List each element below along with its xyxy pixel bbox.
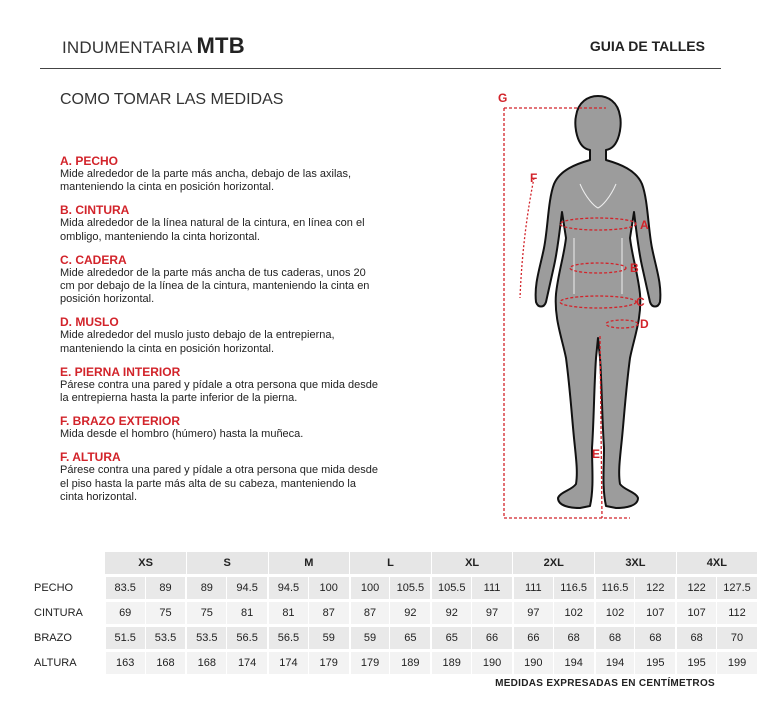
table-cell: 199 (717, 652, 757, 674)
table-cell: 122 (676, 577, 716, 599)
table-row (26, 602, 757, 624)
measure-desc: Mida desde el hombro (húmero) hasta la muñeca. (60, 428, 304, 441)
table-cell: 56.5 (227, 627, 268, 649)
marker-d: D (640, 317, 649, 331)
table-cell: 100 (308, 577, 349, 599)
table-cell: 66 (513, 627, 553, 649)
page-header (40, 0, 721, 69)
guide-title: GUIA DE TALLES (589, 38, 705, 54)
size-header: S (186, 552, 268, 574)
row-label: BRAZO (34, 632, 72, 644)
section-title: COMO TOMAR LAS MEDIDAS (60, 91, 284, 108)
table-cell: 53.5 (145, 627, 186, 649)
table-cell: 68 (553, 627, 594, 649)
brand-bold: MTB (196, 33, 245, 58)
table-cell: 81 (227, 602, 268, 624)
table-cell: 89 (145, 577, 186, 599)
table-cell: 83.5 (105, 577, 145, 599)
table-cell: 107 (635, 602, 676, 624)
table-cell: 112 (717, 602, 757, 624)
size-table (26, 552, 757, 674)
table-cell: 89 (186, 577, 226, 599)
size-header: M (268, 552, 350, 574)
table-cell: 179 (350, 652, 390, 674)
table-cell: 92 (431, 602, 471, 624)
table-cell: 174 (268, 652, 308, 674)
size-header: 3XL (595, 552, 677, 574)
brand-title (62, 33, 245, 59)
table-cell: 70 (717, 627, 757, 649)
table-row (26, 577, 757, 599)
table-cell: 122 (635, 577, 676, 599)
footer-note: MEDIDAS EXPRESADAS EN CENTÍMETROS (495, 678, 715, 689)
measure-item (60, 365, 380, 405)
table-cell: 94.5 (227, 577, 268, 599)
measures-list (60, 154, 380, 513)
table-cell: 194 (595, 652, 635, 674)
marker-b: B (630, 261, 639, 275)
measure-label: F. BRAZO EXTERIOR (60, 414, 181, 429)
table-cell: 56.5 (268, 627, 308, 649)
table-cell: 75 (145, 602, 186, 624)
size-header: XS (105, 552, 187, 574)
marker-f: F (530, 171, 538, 185)
measure-desc: Mide alrededor de la parte más ancha de tus caderas, unos 20 cm por debajo de la línea de la cintura, manteniendo la cinta en posición horizontal. (60, 266, 370, 306)
table-cell: 87 (308, 602, 349, 624)
measure-item (60, 315, 380, 355)
table-cell: 59 (350, 627, 390, 649)
measure-desc: Mida alrededor de la línea natural de la cintura, en línea con el ombligo, manteniendo la cinta horizontal. (60, 217, 365, 243)
table-cell: 168 (186, 652, 226, 674)
table-cell: 65 (390, 627, 431, 649)
table-cell: 168 (145, 652, 186, 674)
measure-desc: Párese contra una pared y pídale a otra persona que mida desde el piso hasta la parte más alta de su cabeza, manteniendo la cinta horizontal. (60, 464, 378, 503)
table-cell: 92 (390, 602, 431, 624)
table-cell: 65 (431, 627, 471, 649)
table-cell: 51.5 (105, 627, 145, 649)
brand-light: INDUMENTARIA (62, 38, 192, 57)
marker-a: A (640, 218, 649, 232)
measure-desc: Mide alrededor del muslo justo debajo de la entrepierna, manteniendo la cinta en posición horizontal. (60, 329, 335, 355)
table-cell: 190 (513, 652, 553, 674)
table-cell: 189 (431, 652, 471, 674)
table-cell: 87 (350, 602, 390, 624)
row-label: ALTURA (34, 657, 77, 669)
table-cell: 102 (553, 602, 594, 624)
size-header: XL (431, 552, 513, 574)
size-header: 2XL (513, 552, 595, 574)
measure-desc: Párese contra una pared y pídale a otra persona que mida desde la entrepierna hasta la parte inferior de la pierna. (60, 378, 378, 405)
table-cell: 66 (472, 627, 513, 649)
table-cell: 195 (676, 652, 716, 674)
table-cell: 68 (635, 627, 676, 649)
table-cell: 53.5 (186, 627, 226, 649)
measure-label: D. MUSLO (60, 315, 119, 330)
table-row (26, 627, 757, 649)
marker-c: C (636, 295, 645, 309)
table-cell: 59 (308, 627, 349, 649)
row-label: CINTURA (34, 607, 83, 619)
measure-label: B. CINTURA (60, 203, 130, 218)
table-cell: 105.5 (390, 577, 431, 599)
table-cell: 102 (595, 602, 635, 624)
table-cell: 100 (350, 577, 390, 599)
marker-e: E (592, 447, 601, 461)
size-header-row (26, 552, 757, 574)
row-label: PECHO (34, 582, 74, 594)
table-cell: 111 (513, 577, 553, 599)
table-cell: 69 (105, 602, 145, 624)
table-cell: 189 (390, 652, 431, 674)
table-cell: 179 (308, 652, 349, 674)
table-cell: 116.5 (595, 577, 635, 599)
size-header: L (350, 552, 432, 574)
measure-item (60, 154, 380, 194)
table-cell: 107 (676, 602, 716, 624)
measure-item (60, 414, 380, 441)
table-cell: 81 (268, 602, 308, 624)
table-cell: 94.5 (268, 577, 308, 599)
measure-label: A. PECHO (60, 154, 119, 168)
measure-label: E. PIERNA INTERIOR (60, 364, 181, 379)
marker-g: G (498, 91, 508, 105)
measure-desc: Mide alrededor de la parte más ancha, debajo de las axilas, manteniendo la cinta en posición horizontal. (60, 168, 352, 194)
table-cell: 97 (513, 602, 553, 624)
table-cell: 68 (676, 627, 716, 649)
size-header-corner (26, 552, 105, 574)
table-cell: 163 (105, 652, 145, 674)
table-cell: 116.5 (553, 577, 594, 599)
outer-arm-line (520, 178, 534, 298)
table-cell: 190 (472, 652, 513, 674)
table-cell: 111 (472, 577, 513, 599)
table-cell: 194 (553, 652, 594, 674)
table-cell: 195 (635, 652, 676, 674)
table-cell: 174 (227, 652, 268, 674)
table-cell: 75 (186, 602, 226, 624)
table-row (26, 652, 757, 674)
measure-item (60, 203, 380, 243)
table-cell: 127.5 (717, 577, 757, 599)
measure-item (60, 253, 380, 307)
table-cell: 97 (472, 602, 513, 624)
table-cell: 105.5 (431, 577, 471, 599)
size-header: 4XL (676, 552, 757, 574)
body-figure-illustration (490, 88, 720, 528)
table-cell: 68 (595, 627, 635, 649)
measure-label: C. CADERA (60, 252, 127, 267)
measure-label: F. ALTURA (60, 450, 121, 465)
measure-item (60, 450, 380, 504)
